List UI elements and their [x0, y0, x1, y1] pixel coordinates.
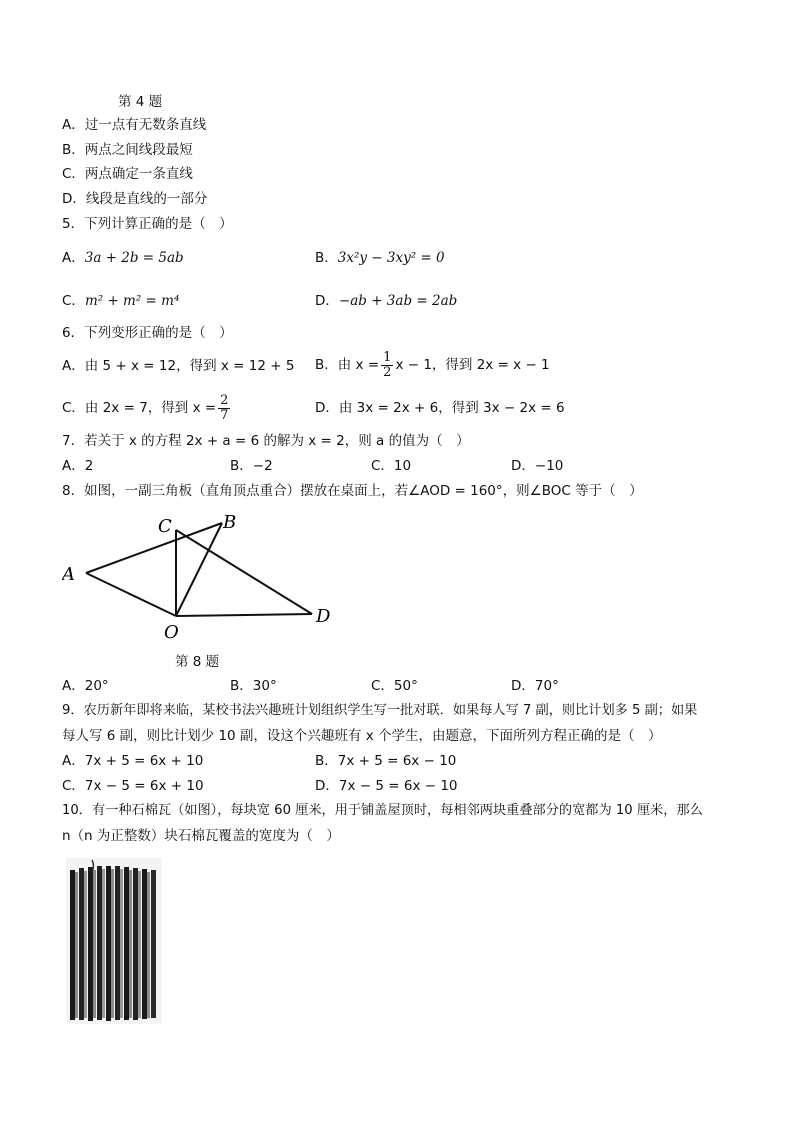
q5-option-d-expr: −ab + 3ab = 2ab — [338, 293, 458, 309]
q7-option-a: A．2 — [62, 458, 94, 474]
label-a: A — [62, 564, 75, 585]
q5-option-c-expr: m² + m² = m⁴ — [84, 293, 180, 309]
q5-option-b-label: B． — [315, 250, 338, 266]
q8-option-b: B．30° — [230, 678, 277, 694]
q9-stem-line2: 每人写 6 副，则比计划少 10 副，设这个兴趣班有 x 个学生，由题意，下面所列方程正确的是（ ） — [62, 728, 662, 744]
q4-caption: 第 4 题 — [118, 94, 163, 110]
q6-option-c-fraction — [218, 394, 230, 423]
q5-option-c — [62, 291, 179, 311]
q5-option-b — [315, 248, 445, 268]
q7-option-d: D．−10 — [511, 458, 564, 474]
label-o: O — [164, 622, 179, 643]
q5-stem: 5．下列计算正确的是（ ） — [62, 216, 233, 232]
q5-option-a — [62, 248, 184, 268]
q5-option-d-label: D． — [315, 293, 339, 309]
q5-option-a-label: A． — [62, 250, 85, 266]
q6-option-a: A．由 5 + x = 12，得到 x = 12 + 5 — [62, 358, 295, 374]
q10-stem-line2: n（n 为正整数）块石棉瓦覆盖的宽度为（ ） — [62, 828, 340, 844]
q6-option-b-pre: B．由 x = — [315, 357, 380, 373]
q6-option-b-post: x − 1，得到 2x = x − 1 — [395, 357, 550, 373]
q7-stem: 7．若关于 x 的方程 2x + a = 6 的解为 x = 2，则 a 的值为（ ） — [62, 433, 470, 449]
q9-option-a: A．7x + 5 = 6x + 10 — [62, 753, 204, 769]
q4-option-a: A．过一点有无数条直线 — [62, 117, 207, 133]
q4-option-c: C．两点确定一条直线 — [62, 166, 193, 182]
q7-option-c: C．10 — [371, 458, 412, 474]
q9-stem-line1: 9．农历新年即将来临，某校书法兴趣班计划组织学生写一批对联．如果每人写 7 副，则比计划多 5 副；如果 — [62, 703, 698, 718]
segment-o-d — [176, 614, 312, 616]
q4-option-d: D．线段是直线的一部分 — [62, 191, 208, 207]
asbestos-tile-image — [66, 858, 162, 1024]
q6-option-c — [62, 389, 232, 427]
q5-option-b-expr: 3x²y − 3xy² = 0 — [337, 250, 445, 266]
segment-c-d — [176, 530, 312, 614]
q6-option-b-numerator: 1 — [383, 349, 392, 365]
q9-option-d: D．7x − 5 = 6x − 10 — [315, 778, 458, 794]
q4-option-b: B．两点之间线段最短 — [62, 142, 193, 158]
q8-option-a: A．20° — [62, 678, 109, 694]
q5-option-c-label: C． — [62, 293, 85, 309]
q8-figure-lines — [86, 523, 312, 616]
label-d: D — [316, 606, 331, 627]
q8-option-c: C．50° — [371, 678, 418, 694]
q6-option-b-denominator: 2 — [383, 364, 392, 380]
label-b: B — [223, 512, 237, 533]
tile-corrugation-stripes — [70, 866, 156, 1021]
q6-option-d: D．由 3x = 2x + 6，得到 3x − 2x = 6 — [315, 400, 565, 416]
q6-stem: 6．下列变形正确的是（ ） — [62, 325, 233, 341]
q6-option-b — [315, 346, 550, 384]
q5-option-d — [315, 291, 457, 311]
q6-option-c-pre: C．由 2x = 7，得到 x = — [62, 400, 217, 416]
q6-option-b-fraction — [381, 351, 393, 380]
q9-option-c: C．7x − 5 = 6x + 10 — [62, 778, 204, 794]
q8-option-d: D．70° — [511, 678, 559, 694]
q8-caption: 第 8 题 — [175, 654, 220, 670]
q8-triangle-figure — [62, 510, 352, 645]
q10-stem-line1: 10．有一种石棉瓦（如图），每块宽 60 厘米，用于铺盖屋顶时，每相邻两块重叠部分的宽都为 10 厘米，那么 — [62, 803, 703, 818]
q6-option-c-denominator: 7 — [220, 407, 229, 423]
q8-stem: 8．如图，一副三角板（直角顶点重合）摆放在桌面上，若∠AOD = 160°，则∠BOC 等于（ ） — [62, 483, 643, 499]
segment-a-o — [86, 573, 176, 616]
q5-option-a-expr: 3a + 2b = 5ab — [84, 250, 184, 266]
q6-option-c-numerator: 2 — [220, 392, 229, 408]
label-c: C — [158, 516, 172, 537]
q9-option-b: B．7x + 5 = 6x − 10 — [315, 753, 457, 769]
q7-option-b: B．−2 — [230, 458, 273, 474]
